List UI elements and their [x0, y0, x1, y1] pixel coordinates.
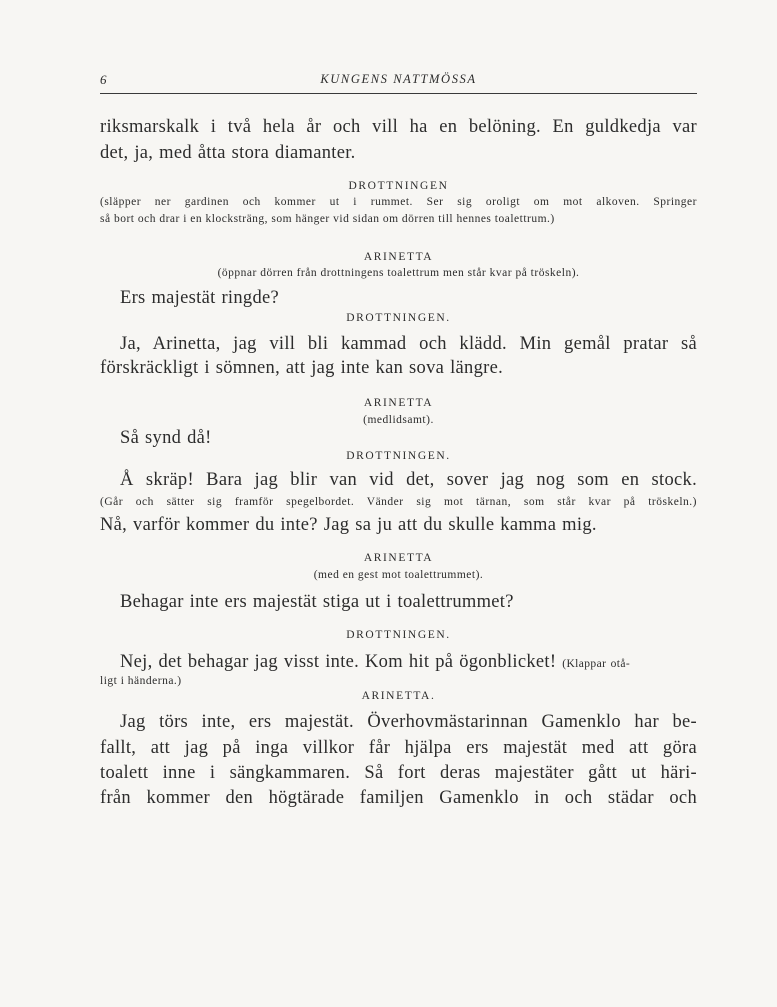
- header-rule: [100, 93, 697, 94]
- speaker-name: ARINETTA: [363, 552, 434, 564]
- inline-stage-direction: (Klappar otå-: [562, 658, 631, 670]
- dialogue-line: Ers majestät ringde?: [120, 288, 280, 308]
- running-title: KUNGENS NATTMÖSSA: [320, 72, 477, 86]
- dialogue-line: fallt, att jag på inga villkor får hjälpa ers majestät med att göra: [100, 738, 697, 758]
- stage-direction: (medlidsamt).: [363, 414, 434, 426]
- dialogue-line: toalett inne i sängkammaren. Så fort deras majestäter gått ut häri-: [100, 763, 697, 783]
- page-number: 6: [100, 72, 107, 87]
- stage-direction: (öppnar dörren från drottningens toalettrum men står kvar på tröskeln).: [217, 267, 580, 279]
- dialogue-line: [120, 652, 630, 673]
- dialogue-line: från kommer den högtärade familjen Gamenklo in och städar och: [100, 788, 697, 808]
- stage-direction: så bort och drar i en klocksträng, som hänger vid sidan om dörren till hennes toalettrum.): [100, 213, 555, 225]
- speaker-name: DROTTNINGEN.: [346, 312, 451, 324]
- speaker-name: DROTTNINGEN.: [346, 629, 451, 641]
- speaker-name: ARINETTA.: [361, 690, 436, 702]
- page-header: [100, 70, 697, 92]
- dialogue-line: riksmarskalk i två hela år och vill ha en belöning. En guldkedja var: [100, 117, 697, 137]
- speaker-name: ARINETTA: [363, 251, 434, 263]
- dialogue-line: Ja, Arinetta, jag vill bli kammad och klädd. Min gemål pratar så: [120, 334, 697, 354]
- speaker-name: DROTTNINGEN: [348, 180, 449, 192]
- dialogue-text: Nej, det behagar jag visst inte. Kom hit på ögonblicket!: [120, 652, 557, 672]
- stage-direction: (med en gest mot toalettrummet).: [313, 569, 484, 581]
- stage-direction: ligt i händerna.): [100, 675, 182, 687]
- dialogue-line: Å skräp! Bara jag blir van vid det, sover jag nog som en stock.: [120, 470, 697, 490]
- speaker-name: DROTTNINGEN.: [346, 450, 451, 462]
- dialogue-line: Så synd då!: [120, 428, 212, 448]
- dialogue-line: Jag törs inte, ers majestät. Överhovmästarinnan Gamenklo har be-: [120, 712, 697, 732]
- stage-direction: (släpper ner gardinen och kommer ut i rummet. Ser sig oroligt om mot alkoven. Springer: [100, 196, 697, 208]
- stage-direction: (Går och sätter sig framför spegelbordet. Vänder sig mot tärnan, som står kvar på tröskeln.): [100, 496, 697, 508]
- dialogue-line: förskräckligt i sömnen, att jag inte kan sova längre.: [100, 358, 504, 378]
- dialogue-line: Behagar inte ers majestät stiga ut i toalettrummet?: [120, 592, 514, 612]
- dialogue-line: det, ja, med åtta stora diamanter.: [100, 143, 356, 163]
- speaker-name: ARINETTA: [363, 397, 434, 409]
- dialogue-line: Nå, varför kommer du inte? Jag sa ju att du skulle kamma mig.: [100, 515, 597, 535]
